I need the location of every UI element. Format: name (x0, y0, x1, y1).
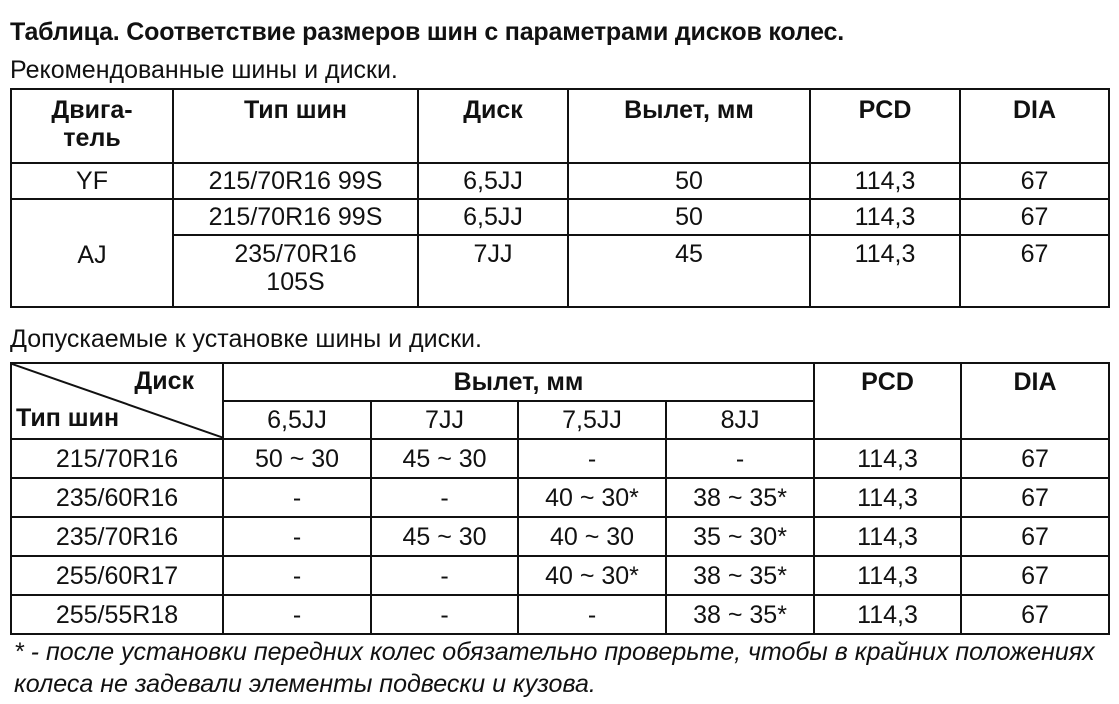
header-pcd: PCD (810, 89, 960, 163)
table-row (11, 163, 1109, 199)
offset-cell: 40 ~ 30 (518, 517, 666, 556)
table-row (11, 595, 1109, 634)
offset-cell: 35 ~ 30* (666, 517, 814, 556)
page-title: Таблица. Соответствие размеров шин с параметрами дисков колес. (10, 18, 844, 46)
header-disk-size: 8JJ (666, 401, 814, 439)
offset-cell: - (223, 595, 371, 634)
tire-cell: 235/60R16 (11, 478, 223, 517)
pcd-cell: 114,3 (810, 199, 960, 235)
tire-cell: 215/70R16 99S (173, 199, 418, 235)
footnote: * - после установки передних колес обязательно проверьте, чтобы в крайних положениях колеса не задевали элементы подвески и кузова. (14, 638, 1095, 698)
table-row (11, 235, 1109, 307)
offset-cell: - (223, 478, 371, 517)
engine-cell: AJ (11, 199, 173, 307)
pcd-cell: 114,3 (814, 439, 961, 478)
header-disk-size: 7,5JJ (518, 401, 666, 439)
header-dia: DIA (960, 89, 1109, 163)
pcd-cell: 114,3 (810, 235, 960, 307)
dia-cell: 67 (961, 517, 1109, 556)
dia-cell: 67 (960, 163, 1109, 199)
dia-cell: 67 (961, 478, 1109, 517)
tire-cell (173, 235, 418, 307)
dia-cell: 67 (961, 556, 1109, 595)
header-engine-line1: Двига- (51, 96, 133, 124)
engine-cell: YF (11, 163, 173, 199)
header-pcd: PCD (814, 363, 961, 439)
header-offset: Вылет, мм (568, 89, 810, 163)
offset-cell: 38 ~ 35* (666, 556, 814, 595)
header-dia: DIA (961, 363, 1109, 439)
header-engine (11, 89, 173, 163)
header-disk-size: 7JJ (371, 401, 518, 439)
table-row (11, 517, 1109, 556)
header-disk: Диск (418, 89, 568, 163)
offset-cell: - (371, 478, 518, 517)
disk-cell: 6,5JJ (418, 199, 568, 235)
offset-cell: 45 ~ 30 (371, 517, 518, 556)
table-row (11, 439, 1109, 478)
offset-cell: - (223, 517, 371, 556)
diagonal-header-cell (11, 363, 223, 439)
table-row (11, 199, 1109, 235)
offset-cell: - (223, 556, 371, 595)
header-engine-line2: тель (63, 124, 121, 152)
tire-line2: 105S (266, 268, 325, 296)
tire-cell: 235/70R16 (11, 517, 223, 556)
tire-cell: 215/70R16 99S (173, 163, 418, 199)
offset-cell: - (518, 439, 666, 478)
dia-cell: 67 (960, 235, 1109, 307)
dia-cell: 67 (961, 439, 1109, 478)
tire-cell: 255/55R18 (11, 595, 223, 634)
dia-cell: 67 (961, 595, 1109, 634)
table-row (11, 478, 1109, 517)
offset-cell: 50 (568, 163, 810, 199)
header-tire: Тип шин (16, 404, 120, 432)
recommended-caption: Рекомендованные шины и диски. (10, 56, 398, 84)
allowed-table (10, 362, 1110, 635)
tire-cell: 255/60R17 (11, 556, 223, 595)
offset-cell: - (666, 439, 814, 478)
offset-cell: - (518, 595, 666, 634)
offset-cell: - (371, 556, 518, 595)
offset-cell: 50 ~ 30 (223, 439, 371, 478)
header-tire: Тип шин (173, 89, 418, 163)
offset-cell: 38 ~ 35* (666, 478, 814, 517)
disk-cell: 7JJ (418, 235, 568, 307)
header-disk: Диск (134, 367, 194, 395)
allowed-caption: Допускаемые к установке шины и диски. (10, 325, 482, 353)
tire-line1: 235/70R16 (234, 240, 357, 268)
offset-cell: 45 (568, 235, 810, 307)
dia-cell: 67 (960, 199, 1109, 235)
header-disk-size: 6,5JJ (223, 401, 371, 439)
offset-cell: 38 ~ 35* (666, 595, 814, 634)
tire-cell: 215/70R16 (11, 439, 223, 478)
offset-cell: 40 ~ 30* (518, 556, 666, 595)
offset-cell: 45 ~ 30 (371, 439, 518, 478)
pcd-cell: 114,3 (814, 595, 961, 634)
pcd-cell: 114,3 (814, 478, 961, 517)
offset-cell: 50 (568, 199, 810, 235)
header-offset: Вылет, мм (223, 363, 814, 401)
offset-cell: 40 ~ 30* (518, 478, 666, 517)
table-row (11, 556, 1109, 595)
recommended-table (10, 88, 1110, 308)
disk-cell: 6,5JJ (418, 163, 568, 199)
pcd-cell: 114,3 (810, 163, 960, 199)
offset-cell: - (371, 595, 518, 634)
pcd-cell: 114,3 (814, 556, 961, 595)
table-header-row (11, 363, 1109, 401)
table-header-row (11, 89, 1109, 163)
pcd-cell: 114,3 (814, 517, 961, 556)
